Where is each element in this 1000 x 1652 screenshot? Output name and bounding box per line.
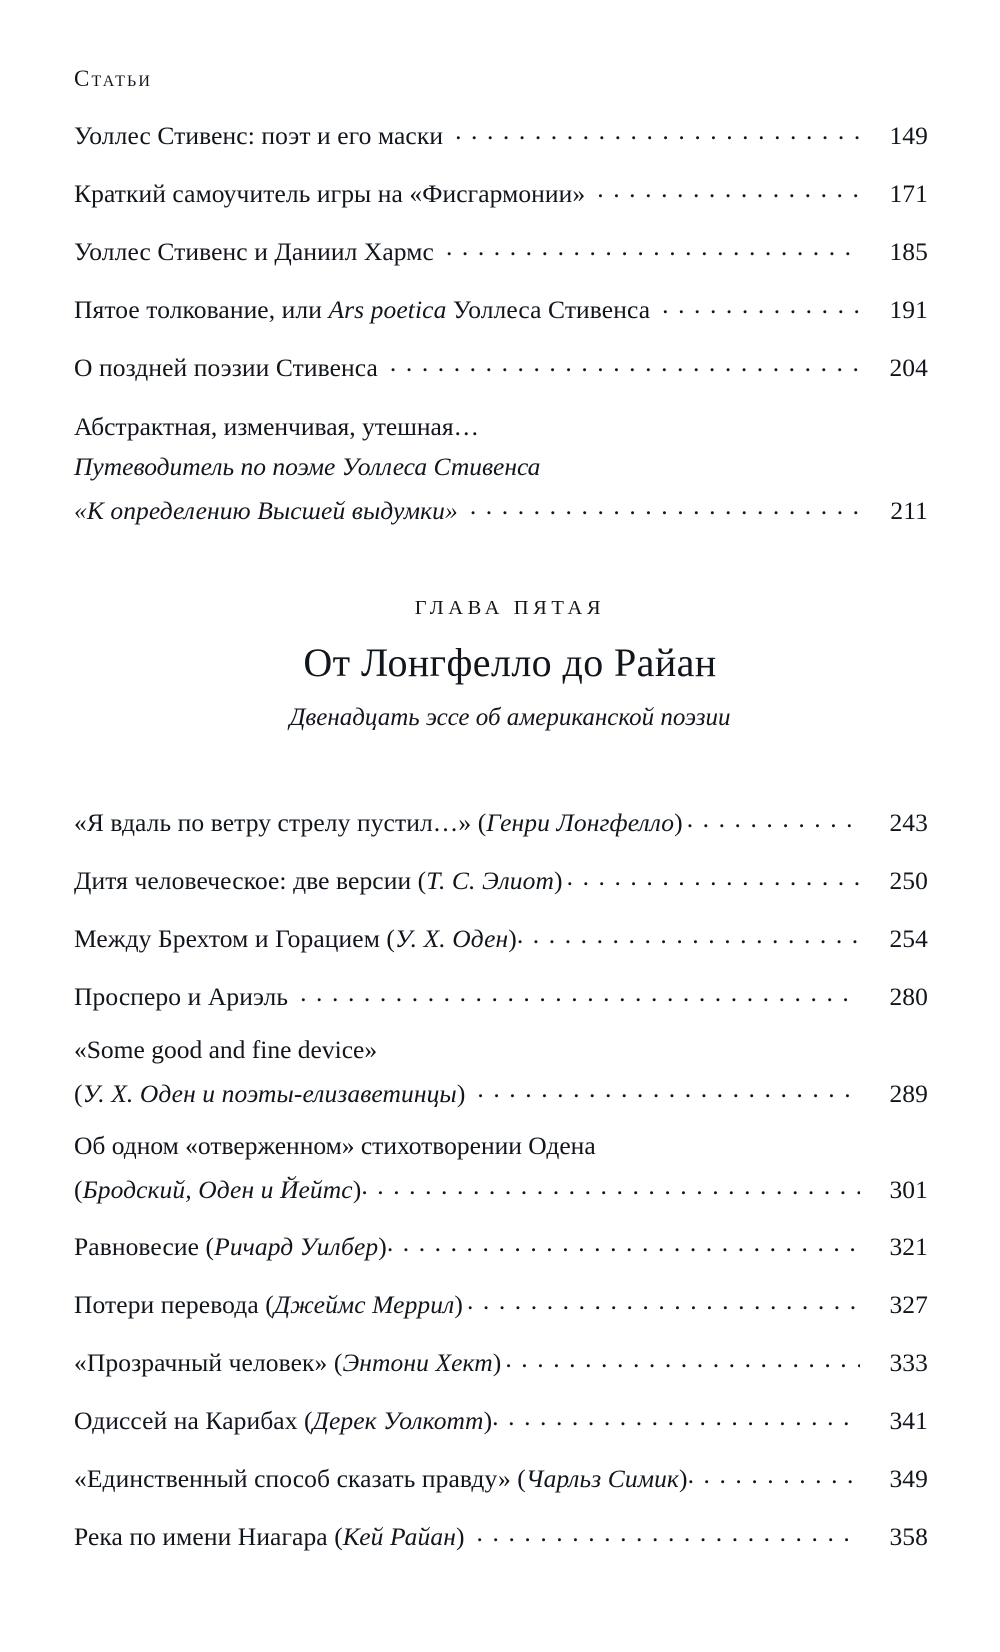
toc-entry-author: Чарльз Симик <box>525 1464 679 1493</box>
essays-list <box>74 806 928 1550</box>
toc-entry-title: «Единственный способ сказать правду» (Чарльз Симик) <box>74 1464 688 1493</box>
dot-leader <box>470 493 860 519</box>
articles-list <box>74 118 928 523</box>
spacer <box>74 894 928 922</box>
toc-entry-page: 280 <box>889 982 928 1011</box>
spacer <box>74 1260 928 1288</box>
spacer <box>74 732 928 806</box>
toc-entry[interactable] <box>74 980 928 1010</box>
dot-leader <box>467 1288 860 1314</box>
toc-entry-title: «Я вдаль по ветру стрелу пустил…» (Генри Лонгфелло) <box>74 808 683 837</box>
spacer <box>74 1106 928 1133</box>
toc-entry-page: 321 <box>889 1232 928 1261</box>
toc-entry-author: Бродский, Оден и Йейтс <box>82 1175 353 1204</box>
dot-leader <box>492 1404 860 1430</box>
spacer <box>74 1434 928 1462</box>
toc-entry-author: Дерек Уолкотт <box>312 1406 484 1435</box>
toc-entry-title: Равновесие (Ричард Уилбер) <box>74 1232 387 1261</box>
toc-entry[interactable] <box>74 1346 928 1376</box>
toc-entry-title: Просперо и Ариэль <box>74 982 289 1011</box>
dot-leader <box>597 176 860 202</box>
toc-entry-line2: Путеводитель по поэме Уоллеса Стивенса <box>74 451 541 481</box>
dot-leader <box>687 806 860 832</box>
toc-entry-title: Потери перевода (Джеймс Меррил) <box>74 1290 463 1319</box>
toc-entry-multiline[interactable] <box>74 414 928 523</box>
toc-entry[interactable] <box>74 1288 928 1318</box>
spacer <box>74 1318 928 1346</box>
dot-leader <box>455 118 860 144</box>
toc-entry-page: 358 <box>889 1522 928 1551</box>
toc-entry-author: Энтони Хект <box>342 1348 493 1377</box>
toc-entry-page: 289 <box>889 1078 928 1108</box>
toc-entry-author: Т. С. Элиот <box>426 866 555 895</box>
toc-entry-title: Краткий самоучитель игры на «Фисгармонии» <box>74 178 586 208</box>
toc-entry-page: 327 <box>889 1290 928 1319</box>
dot-leader <box>446 234 860 260</box>
dot-leader <box>477 1076 860 1102</box>
chapter-kicker: ГЛАВА ПЯТАЯ <box>414 597 606 619</box>
toc-entry[interactable] <box>74 864 928 894</box>
spacer <box>74 1376 928 1404</box>
toc-entry[interactable] <box>74 1520 928 1550</box>
toc-entry-multiline[interactable] <box>74 1034 928 1108</box>
chapter-subtitle: Двенадцать эссе об американской поэзии <box>289 704 731 731</box>
toc-entry[interactable] <box>74 922 928 952</box>
toc-entry[interactable] <box>74 292 928 322</box>
toc-entry[interactable] <box>74 806 928 836</box>
spacer <box>74 380 928 414</box>
dot-leader <box>688 1462 860 1488</box>
chapter-heading <box>74 597 928 732</box>
toc-entry-page: 333 <box>889 1348 928 1377</box>
toc-entry-page: 250 <box>889 866 928 895</box>
spacer <box>74 952 928 980</box>
dot-leader <box>300 980 860 1006</box>
toc-entry-line2: (Бродский, Оден и Йейтс) <box>74 1175 362 1204</box>
spacer <box>74 523 928 597</box>
toc-entry-page: 185 <box>889 236 928 266</box>
dot-leader <box>390 350 860 376</box>
toc-entry-line1: Об одном «отверженном» стихотворении Одена <box>74 1131 596 1160</box>
toc-entry-title: Одиссей на Карибах (Дерек Уолкотт) <box>74 1406 493 1435</box>
spacer <box>74 322 928 350</box>
spacer <box>74 264 928 292</box>
toc-entry[interactable] <box>74 118 928 148</box>
toc-entry-author: Генри Лонгфелло <box>486 808 675 837</box>
toc-entry-title: Между Брехтом и Горацием (У. Х. Оден) <box>74 924 517 953</box>
toc-entry-title: Пятое толкование, или Ars poetica Уоллеса Стивенса <box>74 294 651 324</box>
section-heading-articles: Статьи <box>74 66 153 91</box>
spacer <box>74 836 928 864</box>
toc-entry-page: 349 <box>889 1464 928 1493</box>
spacer <box>74 1203 928 1230</box>
toc-entry-title-italic: Ars poetica <box>328 294 447 324</box>
toc-entry[interactable] <box>74 234 928 264</box>
dot-leader <box>517 922 860 948</box>
toc-entry-line1: «Some good and fine device» <box>74 1034 378 1064</box>
toc-entry-page: 301 <box>889 1175 928 1204</box>
toc-entry-author: Кей Райан <box>342 1522 456 1551</box>
chapter-title: От Лонгфелло до Райан <box>303 640 717 685</box>
toc-entry-multiline[interactable] <box>74 1133 928 1203</box>
toc-entry-author: Джеймс Меррил <box>273 1290 455 1319</box>
toc-entry-page: 211 <box>890 495 928 525</box>
spacer <box>74 1492 928 1520</box>
toc-entry-title: Уоллес Стивенс: поэт и его маски <box>74 120 444 150</box>
toc-entry-author: У. Х. Оден и поэты-елизаветинцы <box>82 1078 457 1108</box>
dot-leader <box>477 1520 860 1546</box>
spacer <box>74 206 928 234</box>
dot-leader <box>387 1230 860 1256</box>
toc-entry-page: 341 <box>889 1406 928 1435</box>
toc-entry-title: Дитя человеческое: две версии (Т. С. Элиот) <box>74 866 563 895</box>
toc-entry-title: «Прозрачный человек» (Энтони Хект) <box>74 1348 502 1377</box>
toc-entry-page: 191 <box>889 294 928 324</box>
dot-leader <box>505 1346 860 1372</box>
toc-entry-title: Уоллес Стивенс и Даниил Хармс <box>74 236 434 266</box>
toc-entry-page: 243 <box>889 808 928 837</box>
toc-entry-line1: Абстрактная, изменчивая, утешная… <box>74 412 480 441</box>
toc-entry-author: Ричард Уилбер <box>214 1232 379 1261</box>
toc-entry-page: 149 <box>889 120 928 150</box>
toc-entry-title: Река по имени Ниагара (Кей Райан) <box>74 1522 465 1551</box>
dot-leader <box>567 864 860 890</box>
toc-entry-title: О поздней поэзии Стивенса <box>74 352 378 382</box>
spacer <box>74 148 928 176</box>
toc-entry[interactable] <box>74 1230 928 1260</box>
toc-entry-page: 254 <box>889 924 928 953</box>
toc-entry-page: 204 <box>889 352 928 382</box>
toc-entry[interactable] <box>74 176 928 206</box>
toc-entry[interactable] <box>74 1404 928 1434</box>
toc-entry-line2: (У. Х. Оден и поэты-елизаветинцы) <box>74 1078 466 1108</box>
toc-entry-author: У. Х. Оден <box>395 924 509 953</box>
toc-entry-line3: «К определению Высшей выдумки» <box>74 495 458 525</box>
dot-leader <box>361 1173 860 1199</box>
toc-entry[interactable] <box>74 350 928 380</box>
toc-entry[interactable] <box>74 1462 928 1492</box>
toc-entry-page: 171 <box>889 178 928 208</box>
spacer <box>74 1010 928 1037</box>
dot-leader <box>662 292 860 318</box>
